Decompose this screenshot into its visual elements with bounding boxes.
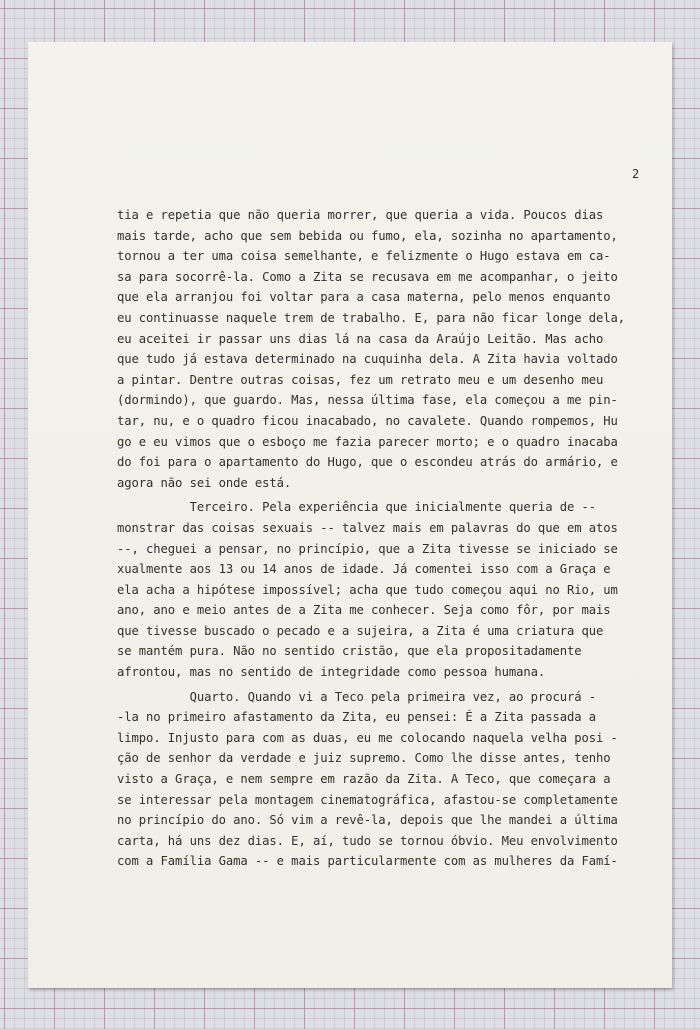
text-line: carta, há uns dez dias. E, aí, tudo se tornou óbvio. Meu envolvimento — [117, 833, 618, 848]
text-line: se mantém pura. Não no sentido cristão, que ela propositadamente — [117, 644, 582, 659]
text-line: limpo. Injusto para com as duas, eu me colocando naquela velha posi - — [117, 730, 618, 745]
text-line: que ela arranjou foi voltar para a casa materna, pelo menos enquanto — [117, 290, 611, 305]
text-line: agora não sei onde está. — [117, 475, 292, 490]
text-line: a pintar. Dentre outras coisas, fez um retrato meu e um desenho meu — [117, 372, 604, 387]
text-line: ano, ano e meio antes de a Zita me conhecer. Seja como fôr, por mais — [117, 603, 611, 618]
typewritten-body — [117, 205, 657, 872]
text-line: visto a Graça, e nem sempre em razão da Zita. A Teco, que começara a — [117, 772, 611, 787]
text-line: tia e repetia que não queria morrer, que queria a vida. Poucos dias — [117, 208, 604, 222]
paragraph — [117, 687, 657, 872]
text-line: monstrar das coisas sexuais -- talvez mais em palavras do que em atos — [117, 520, 618, 535]
text-line: ela acha a hipótese impossível; acha que tudo começou aqui no Rio, um — [117, 582, 618, 597]
text-line: Terceiro. Pela experiência que inicialmente queria de -- — [117, 500, 596, 515]
text-line: se interessar pela montagem cinematográfica, afastou-se completamente — [117, 792, 618, 807]
text-line: com a Família Gama -- e mais particularmente com as mulheres da Famí- — [117, 854, 618, 869]
text-line: mais tarde, acho que sem bebida ou fumo, ela, sozinha no apartamento, — [117, 228, 618, 243]
text-line: que tudo já estava determinado na cuquinha dela. A Zita havia voltado — [117, 352, 618, 367]
text-line: eu continuasse naquele trem de trabalho. E, para não ficar longe dela, — [117, 310, 626, 325]
text-line: -la no primeiro afastamento da Zita, eu pensei: É a Zita passada a — [117, 710, 596, 725]
text-line: do foi para o apartamento do Hugo, que o escondeu atrás do armário, e — [117, 455, 618, 470]
text-line: go e eu vimos que o esboço me fazia parecer morto; e o quadro inacaba — [117, 434, 618, 449]
text-line: tar, nu, e o quadro ficou inacabado, no cavalete. Quando rompemos, Hu — [117, 413, 618, 428]
page-number: 2 — [632, 167, 640, 181]
text-line: xualmente aos 13 ou 14 anos de idade. Já comentei isso com a Graça e — [117, 562, 611, 577]
text-line: no princípio do ano. Só vim a revê-la, depois que lhe mandei a última — [117, 813, 618, 828]
text-line: sa para socorrê-la. Como a Zita se recusava em me acompanhar, o jeito — [117, 269, 618, 284]
text-line: tornou a ter uma coisa semelhante, e felizmente o Hugo estava em ca- — [117, 249, 611, 264]
text-line: afrontou, mas no sentido de integridade como pessoa humana. — [117, 665, 546, 680]
text-line: ção de senhor da verdade e juiz supremo. Como lhe disse antes, tenho — [117, 751, 611, 766]
text-line: eu aceitei ir passar uns dias lá na casa da Araújo Leitão. Mas acho — [117, 331, 604, 346]
text-line: que tivesse buscado o pecado e a sujeira, a Zita é uma criatura que — [117, 623, 604, 638]
paragraph — [117, 497, 657, 682]
text-line: --, cheguei a pensar, no princípio, que a Zita tivesse se iniciado se — [117, 541, 618, 556]
text-line: (dormindo), que guardo. Mas, nessa última fase, ela começou a me pin- — [117, 393, 618, 408]
paragraph — [117, 205, 657, 493]
text-line: Quarto. Quando vi a Teco pela primeira vez, ao procurá - — [117, 689, 596, 704]
